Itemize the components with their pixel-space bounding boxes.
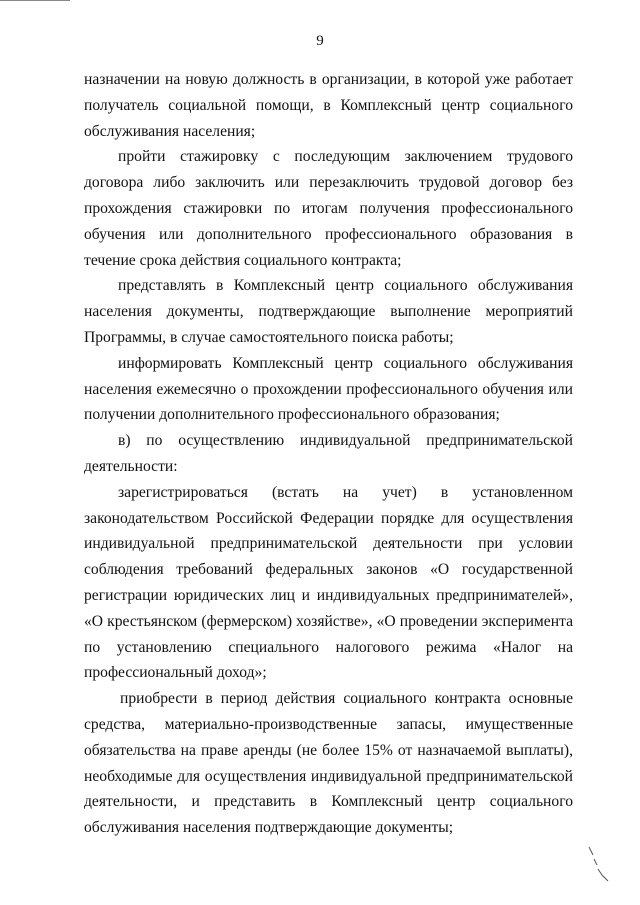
paragraph-register: зарегистрироваться (встать на учет) в установленном законодательством Российской Федерации порядке для осуществления индивидуальной предпринимательской деятельности при условии соблюдения требований федеральных законов «О государственной регистрации юридических лиц и индивидуальных предпринимателей», «О крестьянском (фермерском) хозяйстве», «О проведении эксперимента по установлению специального налогового режима «Налог на профессиональный доход»; — [84, 483, 573, 682]
page-number: 9 — [316, 33, 324, 49]
paragraph-submit-documents: представлять в Комплексный центр социального обслуживания населения документы, подтверждающие выполнение мероприятий Программы, в случае самостоятельного поиска работы; — [84, 277, 573, 346]
scan-artifact-mark — [586, 845, 610, 883]
paragraph-continuation: назначении на новую должность в организации, в которой уже работает получатель социальной помощи, в Комплексный центр социального обслуживания населения; — [84, 71, 573, 140]
paragraph-inform-monthly: информировать Комплексный центр социального обслуживания населения ежемесячно о прохождении профессионального обучения или получении дополнительного профессионального образования; — [84, 354, 573, 424]
paragraph-acquire-assets: приобрести в период действия социального контракта основные средства, материально-производственные запасы, имущественные обязательства на праве аренды (не более 15% от назначаемой выплаты), необходимые для осуществления индивидуальной предпринимательской деятельности, и представить в Комплексный центр социального обслуживания населения подтверждающие документы; — [84, 690, 573, 837]
scan-edge-line — [0, 0, 70, 5]
paragraph-section-v: в) по осуществлению индивидуальной предпринимательской деятельности: — [84, 432, 573, 475]
paragraph-internship: пройти стажировку с последующим заключением трудового договора либо заключить или перезаключить трудовой договор без прохождения стажировки по итогам получения профессионального обучения или дополнительного профессионального образования в течение срока действия социального контракта; — [84, 148, 573, 269]
document-body — [84, 67, 573, 841]
